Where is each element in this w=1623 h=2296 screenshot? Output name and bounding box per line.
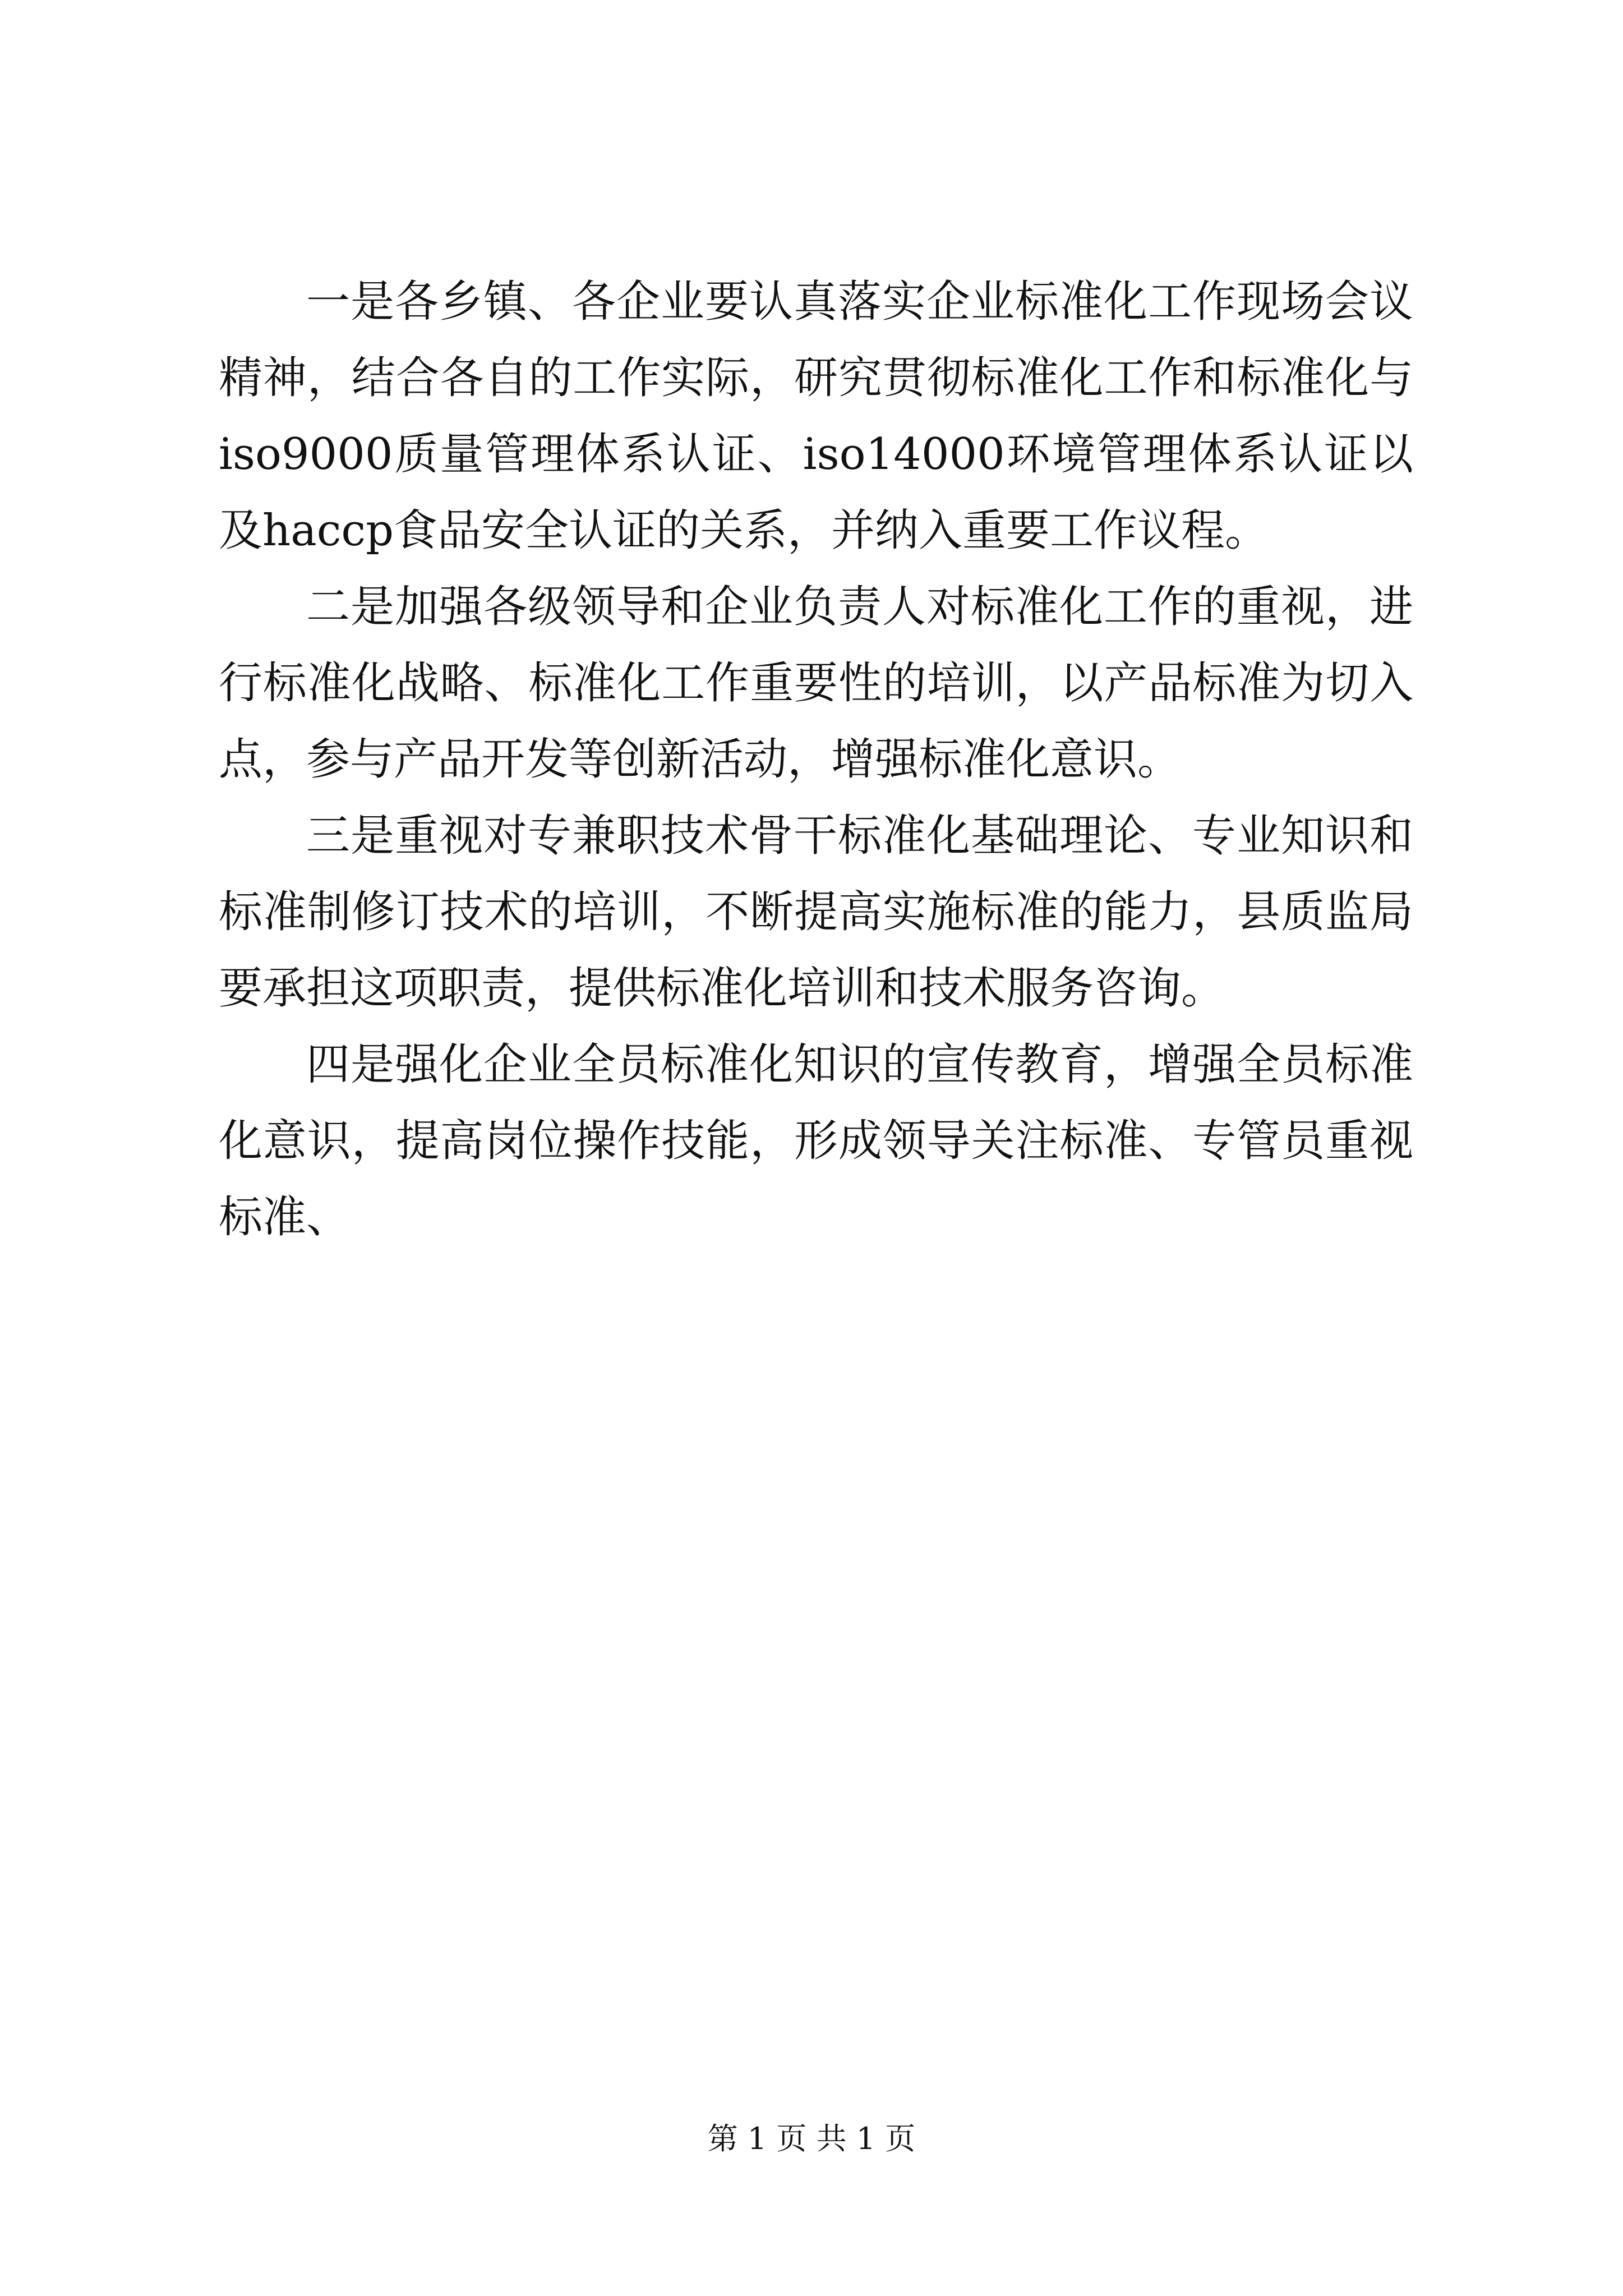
paragraph-1: 一是各乡镇、各企业要认真落实企业标准化工作现场会议精神，结合各自的工作实际，研究贯彻标准化工作和标准化与iso9000质量管理体系认证、iso14000环境管理体系认证以及haccp食品安全认证的关系，并纳入重要工作议程。 bbox=[219, 277, 1413, 556]
paragraph-4: 四是强化企业全员标准化知识的宣传教育，增强全员标准化意识，提高岗位操作技能，形成领导关注标准、专管员重视标准、 bbox=[219, 1039, 1413, 1243]
document-body bbox=[219, 264, 1413, 1255]
page-footer: 第 1 页 共 1 页 bbox=[707, 2121, 916, 2156]
paragraph-3: 三是重视对专兼职技术骨干标准化基础理论、专业知识和标准制修订技术的培训，不断提高实施标准的能力，县质监局要承担这项职责，提供标准化培训和技术服务咨询。 bbox=[219, 811, 1413, 1014]
paragraph-2: 二是加强各级领导和企业负责人对标准化工作的重视，进行标准化战略、标准化工作重要性的培训，以产品标准为切入点，参与产品开发等创新活动，增强标准化意识。 bbox=[219, 582, 1413, 785]
